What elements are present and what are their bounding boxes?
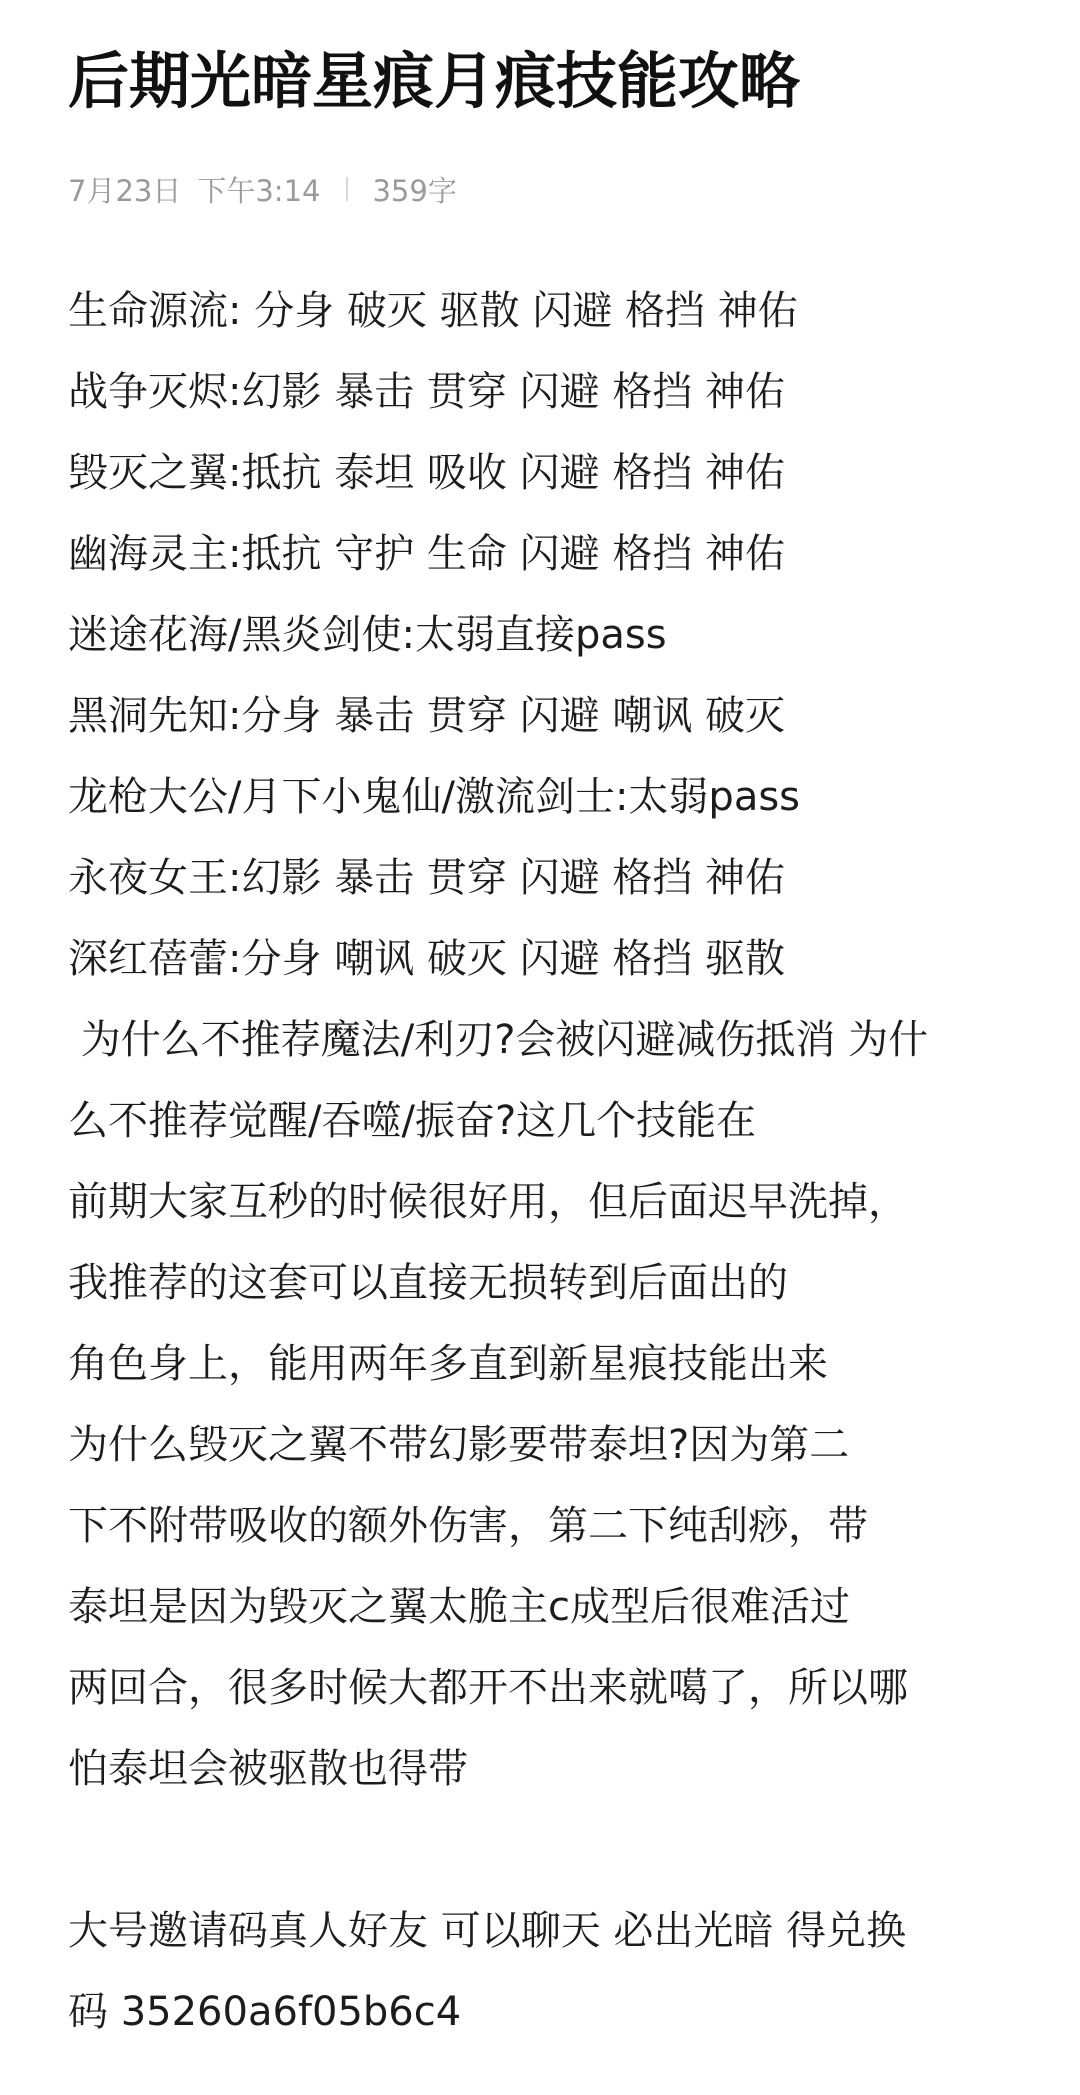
- body-line: 么不推荐觉醒/吞噬/振奋?这几个技能在: [68, 1098, 757, 1144]
- body-line: 幽海灵主:抵抗 守护 生命 闪避 格挡 神佑: [68, 531, 786, 577]
- body-line: 战争灭烬:幻影 暴击 贯穿 闪避 格挡 神佑: [68, 369, 786, 415]
- body-line: 我推荐的这套可以直接无损转到后面出的: [68, 1260, 788, 1306]
- body-line: 角色身上，能用两年多直到新星痕技能出来: [68, 1341, 828, 1387]
- body-line: 为什么毁灭之翼不带幻影要带泰坦?因为第二: [68, 1422, 850, 1468]
- note-meta: [68, 169, 1036, 209]
- body-line: 深红蓓蕾:分身 嘲讽 破灭 闪避 格挡 驱散: [68, 936, 786, 982]
- body-line: 为什么不推荐魔法/利刃?会被闪避减伤抵消 为什: [68, 1017, 929, 1063]
- body-line: 大号邀请码真人好友 可以聊天 必出光暗 得兑换: [68, 1908, 907, 1954]
- note-date: 7月23日: [68, 173, 182, 208]
- body-line: 两回合，很多时候大都开不出来就噶了，所以哪: [68, 1665, 908, 1711]
- body-line: 泰坦是因为毁灭之翼太脆主c成型后很难活过: [68, 1584, 850, 1630]
- note-time: 下午3:14: [197, 173, 321, 208]
- body-line: 前期大家互秒的时候很好用，但后面迟早洗掉，: [68, 1179, 908, 1225]
- note-body[interactable]: [68, 271, 1036, 2053]
- body-line: 生命源流: 分身 破灭 驱散 闪避 格挡 神佑: [68, 288, 798, 334]
- meta-divider: [346, 177, 348, 201]
- blank-line: [68, 1810, 1036, 1891]
- note-title: 后期光暗星痕月痕技能攻略: [68, 46, 801, 117]
- body-line: 龙枪大公/月下小鬼仙/激流剑士:太弱pass: [68, 774, 801, 820]
- body-line: 码 35260a6f05b6c4: [68, 1989, 462, 2035]
- word-count: 359字: [372, 173, 457, 208]
- body-line: 永夜女王:幻影 暴击 贯穿 闪避 格挡 神佑: [68, 855, 786, 901]
- body-line: 迷途花海/黑炎剑使:太弱直接pass: [68, 612, 667, 658]
- body-line: 下不附带吸收的额外伤害，第二下纯刮痧，带: [68, 1503, 868, 1549]
- body-line: 怕泰坦会被驱散也得带: [68, 1746, 468, 1792]
- body-line: 黑洞先知:分身 暴击 贯穿 闪避 嘲讽 破灭: [68, 693, 786, 739]
- body-line: 毁灭之翼:抵抗 泰坦 吸收 闪避 格挡 神佑: [68, 450, 786, 496]
